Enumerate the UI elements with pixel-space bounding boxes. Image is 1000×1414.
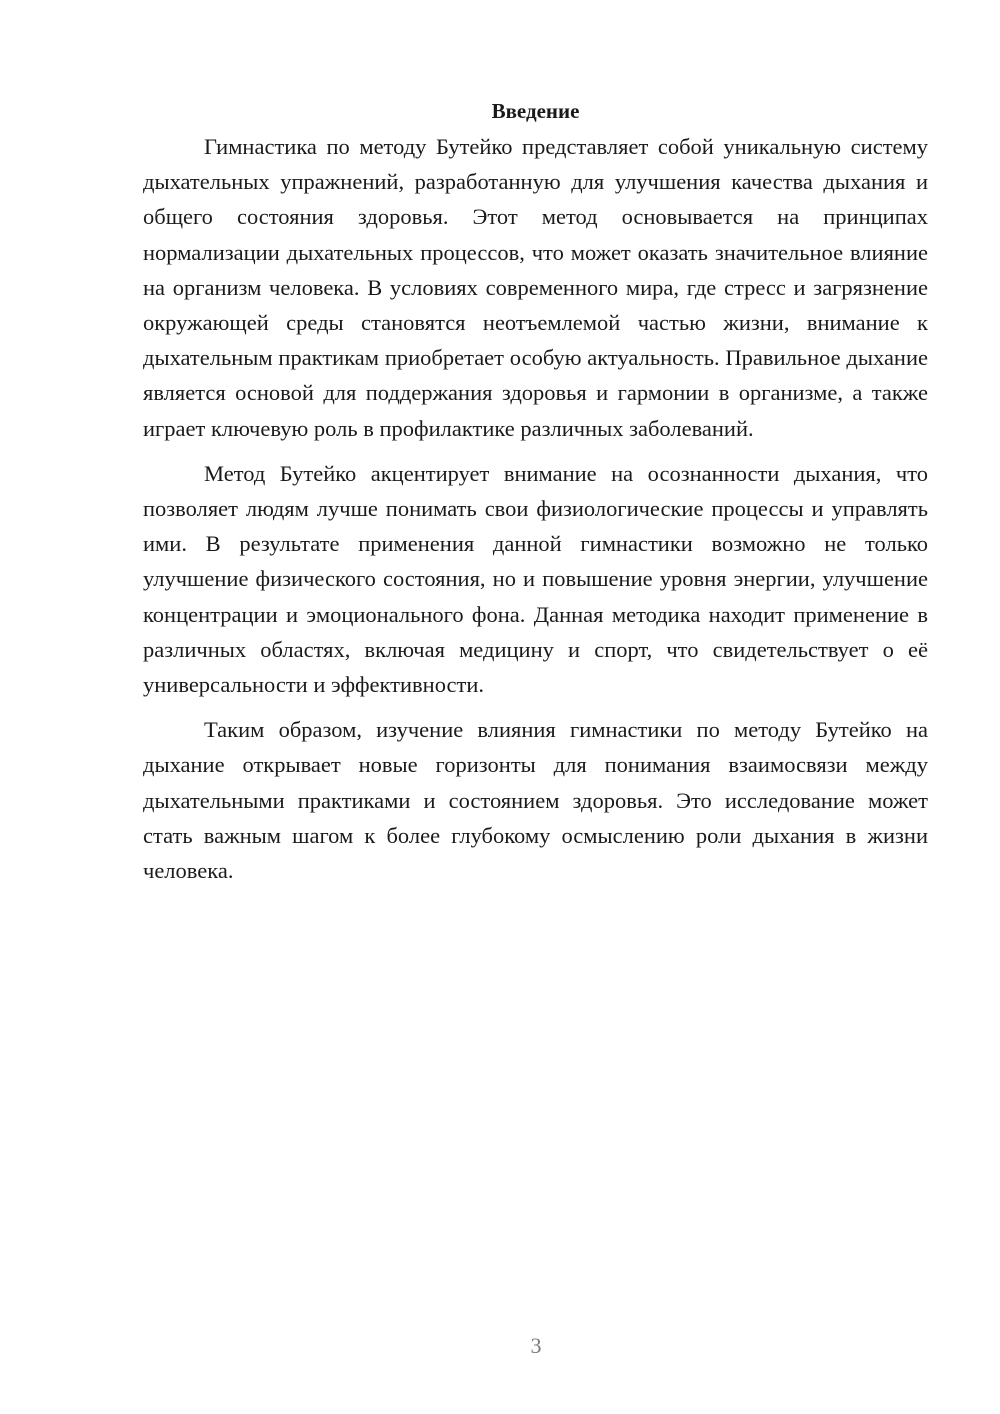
page-number: 3: [530, 1333, 542, 1358]
paragraph-3: Таким образом, изучение влияния гимнастики по методу Бутейко на дыхание открывает новые горизонты для понимания взаимосвязи между дыхательными практиками и состоянием здоровья. Это исследование может стать важным шагом к более глубокому осмыслению роли дыхания в жизни человека.: [143, 717, 928, 884]
paragraph-1: Гимнастика по методу Бутейко представляет собой уникальную систему дыхательных упражнений, разработанную для улучшения качества дыхания и общего состояния здоровья. Этот метод основывается на принципах нормализации дыхательных процессов, что может оказать значительное влияние на организм человека. В условиях современного мира, где стресс и загрязнение окружающей среды становятся неотъемлемой частью жизни, внимание к дыхательным практикам приобретает особую актуальность. Правильное дыхание является основой для поддержания здоровья и гармонии в организме, а также играет ключевую роль в профилактике различных заболеваний.: [143, 134, 928, 441]
paragraph-2: Метод Бутейко акцентирует внимание на осознанности дыхания, что позволяет людям лучше понимать свои физиологические процессы и управлять ими. В результате применения данной гимнастики возможно не только улучшение физического состояния, но и повышение уровня энергии, улучшение концентрации и эмоционального фона. Данная методика находит применение в различных областях, включая медицину и спорт, что свидетельствует о её универсальности и эффективности.: [143, 460, 928, 698]
section-title: Введение: [491, 99, 580, 123]
page-content: [143, 94, 928, 888]
